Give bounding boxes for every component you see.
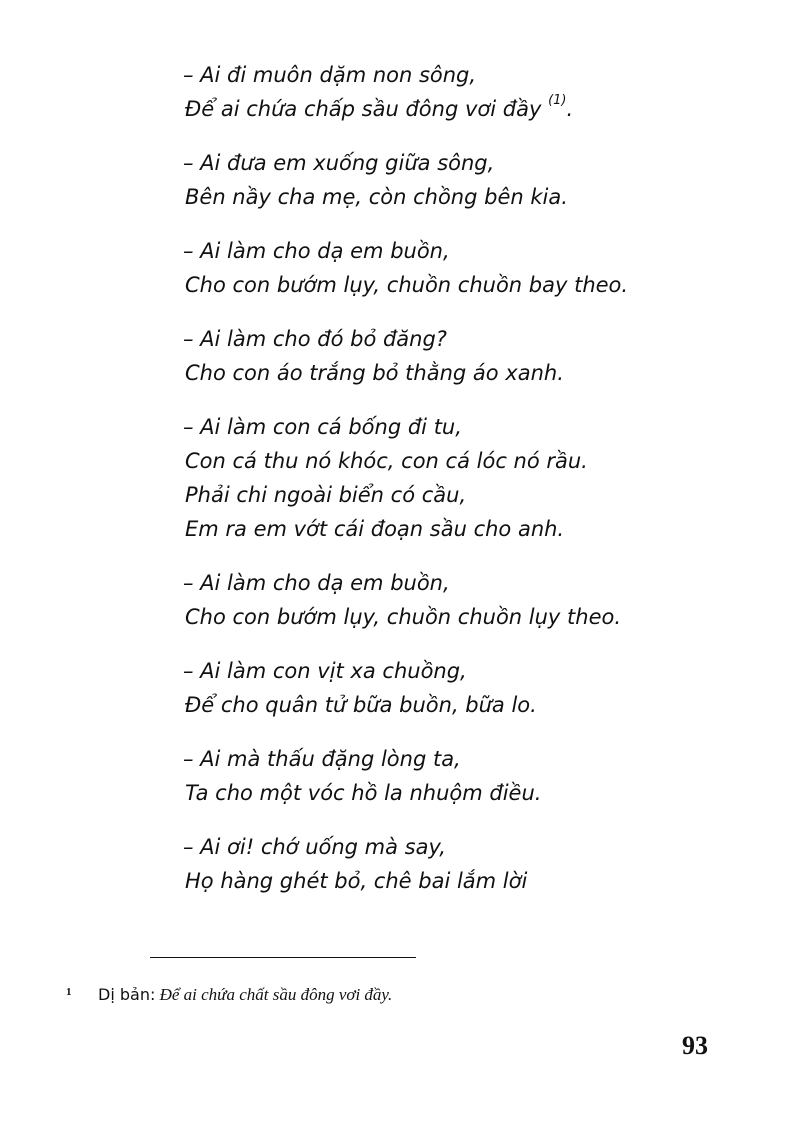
poem-line: Cho con bướm lụy, chuồn chuồn bay theo. [185,273,629,297]
poem-line: Họ hàng ghét bỏ, chê bai lắm lời [185,869,528,893]
poem-line-text: Để ai chứa chấp sầu đông vơi đầy [185,97,542,121]
stanza [185,58,745,126]
poem-line: Phải chi ngoài biển có cầu, [185,483,467,507]
poem-line: Cho con áo trắng bỏ thằng áo xanh. [185,361,564,385]
poem-line: Em ra em vớt cái đoạn sầu cho anh. [185,517,565,541]
page-number: 93 [682,1031,708,1060]
poem-line: – Ai ơi! chớ uống mà say, [183,835,446,859]
poem-line: – Ai làm cho đó bỏ đăng? [183,327,447,351]
footnote-reference: (1) [548,93,567,108]
stanza [185,322,745,390]
poem-line: – Ai làm cho dạ em buồn, [183,571,450,595]
stanza [185,410,745,546]
footnote-number: 1 [66,986,72,998]
poem-line-punctuation: . [566,97,574,121]
poem-body [185,58,745,918]
stanza [185,146,745,214]
poem-line: – Ai làm con vịt xa chuồng, [183,659,467,683]
stanza [185,566,745,634]
footnote-text: Để ai chứa chất sầu đông vơi đầy. [159,985,393,1004]
poem-line [185,92,745,126]
poem-line: Con cá thu nó khóc, con cá lóc nó rầu. [185,449,588,473]
poem-line: Ta cho một vóc hồ la nhuộm điều. [185,781,542,805]
footnote-label: Dị bản: [98,985,156,1004]
poem-line: – Ai đưa em xuống giữa sông, [183,151,495,175]
poem-line: – Ai làm cho dạ em buồn, [183,239,450,263]
stanza [185,830,745,898]
footnote-separator [150,957,416,958]
poem-line: Bên nầy cha mẹ, còn chồng bên kia. [185,185,568,209]
poem-line: – Ai làm con cá bống đi tu, [183,415,462,439]
stanza [185,654,745,722]
footnote [66,985,706,1005]
poem-line: Để cho quân tử bữa buồn, bữa lo. [185,693,537,717]
stanza [185,234,745,302]
poem-line: – Ai mà thấu đặng lòng ta, [183,747,461,771]
poem-line: Cho con bướm lụy, chuồn chuồn lụy theo. [185,605,622,629]
poem-line: – Ai đi muôn dặm non sông, [183,63,477,87]
stanza [185,742,745,810]
